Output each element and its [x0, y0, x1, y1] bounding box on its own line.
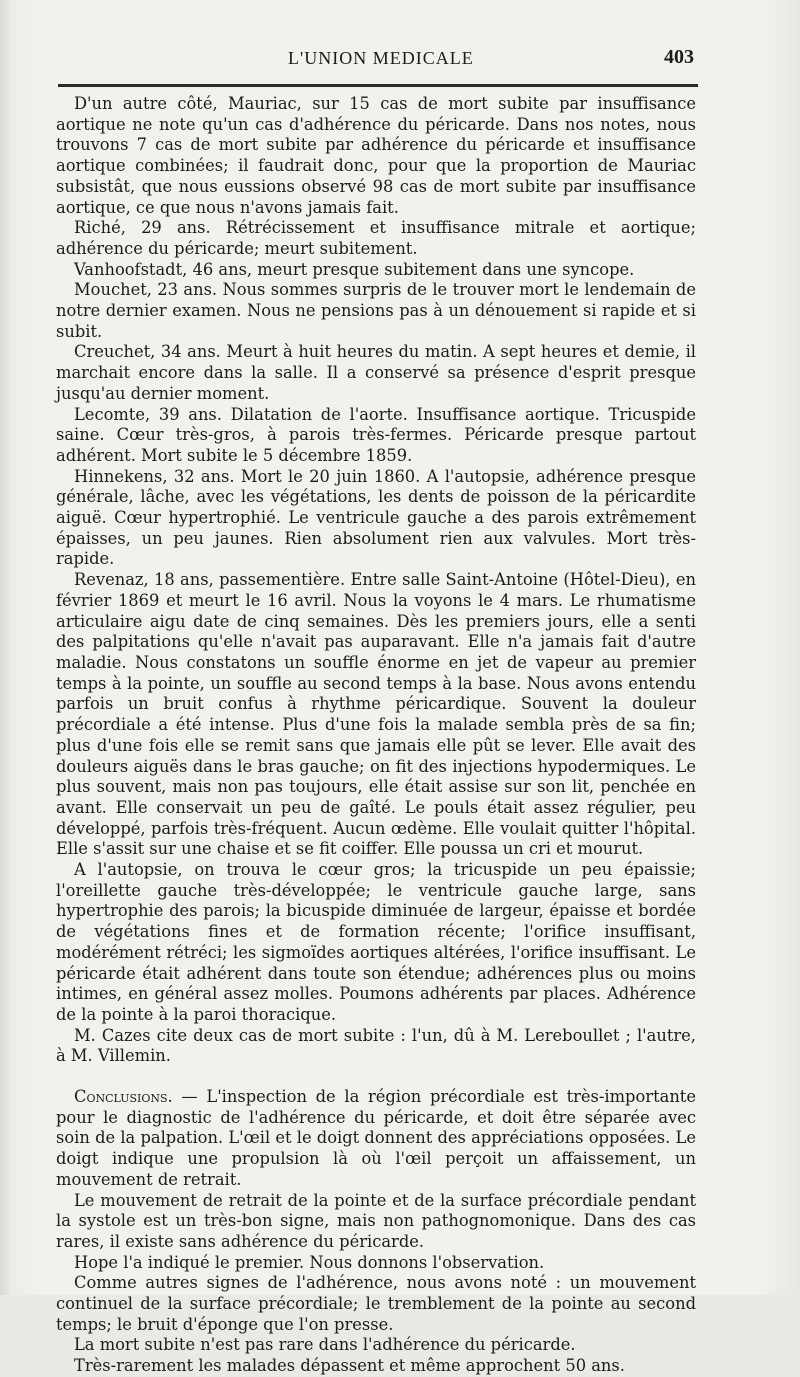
paragraph: Vanhoofstadt, 46 ans, meurt presque subitement dans une syncope.: [74, 259, 635, 279]
paragraph: Revenaz, 18 ans, passementière. Entre salle Saint-Antoine (Hôtel-Dieu), en février 1869 et meurt le 16 avril. Nous la voyons le 4 mars. Le rhumatisme articulaire aigu date de cinq semaines. Dès les premiers jours, elle a senti des palpitations qu'elle n'avait pas auparavant. Elle n'a jamais fait d'autre maladie. Nous constatons un souffle énorme en jet de vapeur au premier temps à la pointe, un souffle au second temps à la base. Nous avons entendu parfois un bruit confus à rhythme péricardique. Souvent la douleur précordiale a été intense. Plus d'une fois la malade sembla près de sa fin; plus d'une fois elle se remit sans que jamais elle pût se lever. Elle avait des douleurs aiguës dans le bras gauche; on fit des injections hypodermiques. Le plus souvent, mais non pas toujours, elle était assise sur son lit, penchée en avant. Elle conservait un peu de gaîté. Le pouls était assez régulier, peu développé, parfois très-fréquent. Aucun œdème. Elle voulait quitter l'hôpital. Elle s'assit sur une chaise et se fit coiffer. Elle poussa un cri et mourut.: [56, 570, 696, 859]
page-header: [58, 48, 698, 78]
running-title: L'UNION MEDICALE: [288, 48, 474, 68]
paragraph: D'un autre côté, Mauriac, sur 15 cas de mort subite par insuffisance aortique ne note qu'un cas d'adhérence du péricarde. Dans nos notes, nous trouvons 7 cas de mort subite par adhérence du péricarde et insuffisance aortique combinées; il faudrait donc, pour que la proportion de Mauriac subsistât, que nous eussions observé 98 cas de mort subite par insuffisance aortique, ce que nous n'avons jamais fait.: [56, 94, 696, 217]
header-rule: [58, 84, 698, 87]
paragraph: Hinnekens, 32 ans. Mort le 20 juin 1860. A l'autopsie, adhérence presque générale, lâche, avec les végétations, les dents de poisson de la péricardite aiguë. Cœur hypertrophié. Le ventricule gauche a des parois extrêmement épaisses, un peu jaunes. Rien absolument rien aux valvules. Mort très-rapide.: [56, 466, 696, 569]
paragraph: Creuchet, 34 ans. Meurt à huit heures du matin. A sept heures et demie, il marchait encore dans la salle. Il a conservé sa présence d'esprit presque jusqu'au dernier moment.: [56, 342, 696, 403]
paragraph: Riché, 29 ans. Rétrécissement et insuffisance mitrale et aortique; adhérence du péricarde; meurt subitement.: [56, 218, 696, 258]
paragraph: Mouchet, 23 ans. Nous sommes surpris de le trouver mort le lendemain de notre dernier examen. Nous ne pensions pas à un dénouement si rapide et si subit.: [56, 280, 696, 341]
paragraph: A l'autopsie, on trouva le cœur gros; la tricuspide un peu épaissie; l'oreillette gauche très-développée; le ventricule gauche large, sans hypertrophie des parois; la bicuspide diminuée de largeur, épaisse et bordée de végétations fines et de formation récente; l'orifice insuffisant, modérément rétréci; les sigmoïdes aortiques altérées, l'orifice insuffisant. Le péricarde était adhérent dans toute son étendue; adhérences plus ou moins intimes, en général assez molles. Poumons adhérents par places. Adhérence de la pointe à la paroi thoracique.: [56, 860, 696, 1024]
conclusions-first-text: — L'inspection de la région précordiale est très-importante pour le diagnostic de l'adhérence du péricarde, et doit être séparée avec soin de la palpation. L'œil et le doigt donnent des appréciations opposées. Le doigt indique une propulsion là où l'œil perçoit un affaissement, un mouvement de retrait.: [56, 1087, 696, 1189]
paragraph: La mort subite n'est pas rare dans l'adhérence du péricarde.: [74, 1335, 576, 1355]
paragraph: Très-rarement les malades dépassent et même approchent 50 ans.: [74, 1356, 625, 1376]
paragraph: Le mouvement de retrait de la pointe et de la surface précordiale pendant la systole est un très-bon signe, mais non pathognomonique. Dans des cas rares, il existe sans adhérence du péricarde.: [56, 1190, 696, 1251]
paragraph: M. Cazes cite deux cas de mort subite : l'un, dû à M. Lereboullet ; l'autre, à M. Villemin.: [56, 1025, 696, 1066]
conclusions-paragraph: [56, 1087, 696, 1191]
paragraph: Comme autres signes de l'adhérence, nous avons noté : un mouvement continuel de la surface précordiale; le tremblement de la pointe au second temps; le bruit d'éponge que l'on presse.: [56, 1273, 696, 1334]
paragraph: Lecomte, 39 ans. Dilatation de l'aorte. Insuffisance aortique. Tricuspide saine. Cœur très-gros, à parois très-fermes. Péricarde presque partout adhérent. Mort subite le 5 décembre 1859.: [56, 404, 696, 465]
body-text: [56, 94, 696, 1377]
page-number: 403: [664, 46, 694, 68]
conclusions-heading: Conclusions.: [74, 1087, 173, 1107]
paragraph: Hope l'a indiqué le premier. Nous donnons l'observation.: [74, 1252, 545, 1272]
